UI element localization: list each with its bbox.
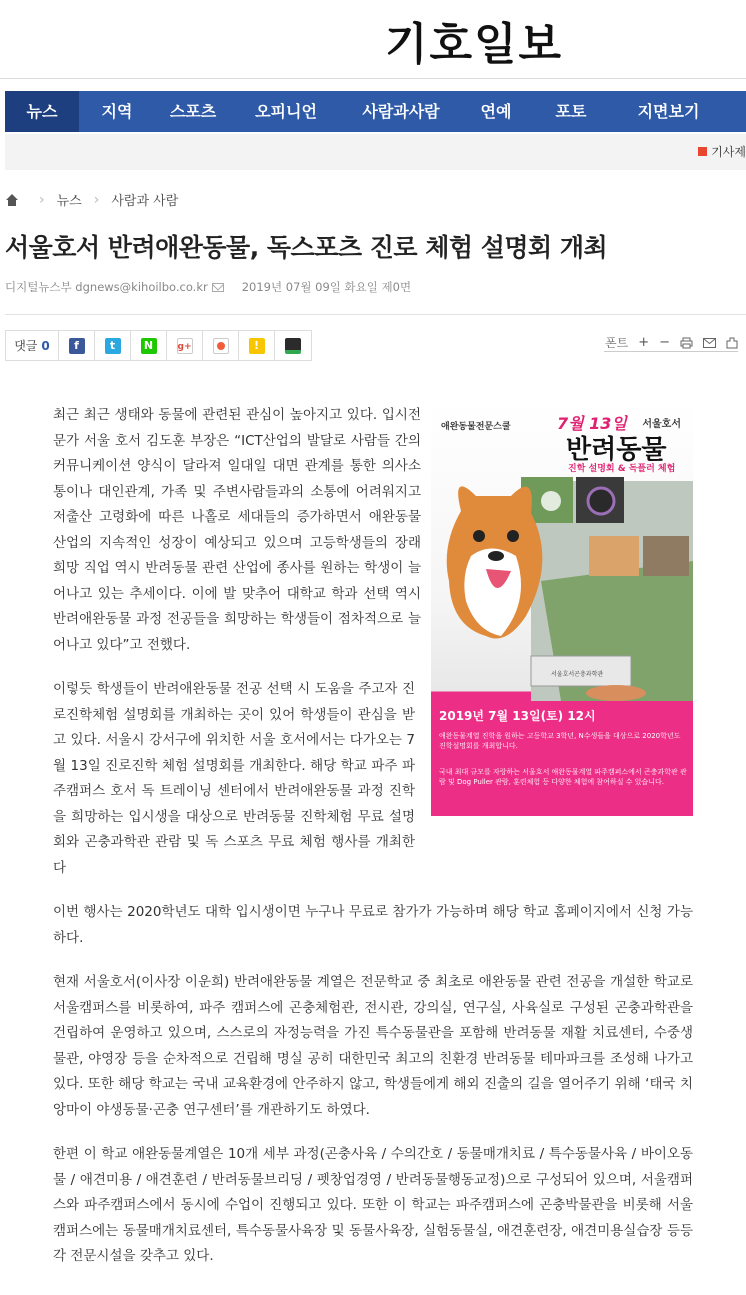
article-headline: 서울호서 반려애완동물, 독스포츠 진로 체험 설명회 개최 — [5, 233, 608, 262]
poster-title: 반려동물 — [566, 435, 667, 465]
twitter-icon: t — [105, 338, 121, 354]
article-date: 2019년 07월 09일 화요일 제0면 — [241, 280, 412, 294]
poster-building-label: 서울호서곤충과학관 — [551, 671, 604, 678]
article-author: 디지털뉴스부 dgnews@kihoilbo.co.kr — [5, 280, 208, 294]
font-increase-button[interactable]: + — [638, 335, 650, 350]
naver-icon: N — [141, 338, 157, 354]
share-bar — [5, 330, 312, 361]
nav-item-paper-view[interactable]: 지면보기 — [637, 102, 700, 121]
facebook-icon: f — [69, 338, 85, 354]
ticker-text: 기사제 — [711, 145, 746, 159]
share-facebook[interactable] — [59, 331, 95, 360]
article-tools — [605, 334, 738, 351]
article-paragraph: 이렇듯 학생들이 반려애완동물 전공 선택 시 도움을 주고자 진로진학체험 설명회를 개최하는 곳이 있어 학생들이 관심을 받고 있다. 서울시 강서구에 위치한 서울 호서에서는 다가오는 7월 13일 진로진학 체험 설명회를 개최한다. 해당 학교 파주 파주캠퍼스 호서 독 트레이닝 센터에서 반려애완동물 과정 진학을 희망하는 입시생을 대상으로 반려동물 진학체험 무료 설명회와 곤충과학관 관람 및 독 스포츠 무료 체험 행사를 개최한다 — [53, 681, 415, 876]
other-share-icon — [285, 338, 301, 354]
byline-divider — [5, 314, 746, 315]
poster-event-date: 2019년 7월 13일(토) 12시 — [439, 709, 596, 723]
article-byline — [5, 279, 411, 295]
poster-description: 애완동물계열 진학을 원하는 고등학교 3학년, N수생들을 대상으로 2020학년도 진학설명회를 개최합니다. — [439, 732, 681, 750]
site-logo[interactable]: 기호일보 — [385, 19, 564, 70]
nav-item-news[interactable]: 뉴스 — [5, 91, 79, 132]
mail-icon[interactable] — [212, 283, 224, 292]
poster-date: 7월 13일 — [557, 414, 627, 433]
article-body — [53, 403, 693, 1289]
comment-count: 0 — [41, 338, 50, 353]
share-band[interactable] — [203, 331, 239, 360]
tools-underline — [604, 351, 738, 352]
nav-item-people[interactable]: 사람과사람 — [362, 102, 440, 121]
share-naver[interactable] — [131, 331, 167, 360]
article-paragraph: 현재 서울호서(이사장 이운희) 반려애완동물 계열은 전문학교 중 최초로 애완동물 관련 전공을 개설한 학교로 서울캠퍼스를 비롯하여, 파주 캠퍼스에 곤충체험관, 전시관, 강의실, 연구실, 사육실로 구성된 곤충과학관을 건립하여 운영하고 있으며, 스스로의 자정능력을 가진 특수동물관을 포함해 반려동물 재활 치료센터, 수중생물관, 야영장 등을 순차적으로 건립해 명실 공히 대한민국 최고의 친환경 반려동물 테마파크를 조성해 나가고 있다. 또한 해당 학교는 국내 교육환경에 안주하지 않고, 학생들에게 해외 진출의 길을 열어주기 위해 ‘태국 치앙마이 야생동물·곤충 연구센터’를 개관하기도 하였다. — [53, 974, 693, 1118]
band-icon — [213, 338, 229, 354]
main-nav — [5, 91, 746, 132]
nav-item-region[interactable]: 지역 — [101, 102, 133, 121]
home-icon[interactable] — [5, 193, 19, 207]
news-ticker — [5, 134, 746, 170]
chevron-right-icon: › — [93, 191, 100, 208]
article-paragraph: 한편 이 학교 애완동물계열은 10개 세부 과정(곤충사육 / 수의간호 / 동물매개치료 / 특수동물사육 / 바이오동물 / 애견미용 / 애견훈련 / 반려동물브리딩 / 펫창업경영 / 반려동물행동교정)으로 구성되어 있으며, 서울캠퍼스와 파주캠퍼스에서 동시에 수업이 진행되고 있다. 또한 이 학교는 파주캠퍼스에 곤충박물관을 비롯해 서울캠퍼스에는 동물매개치료센터, 특수동물사육장 및 동물사육장, 실험동물실, 애견훈련장, 애견미용실습장 등등 각 전문시설을 갖추고 있다. — [53, 1146, 693, 1264]
email-icon[interactable] — [703, 338, 716, 348]
article-paragraph: 최근 최근 생태와 동물에 관련된 관심이 높아지고 있다. 입시전문가 서울 호서 김도훈 부장은 “ICT산업의 발달로 사람들 간의 커뮤니케이션 양식이 달라져 일대일 대면 관계를 통한 의사소통이나 대인관계, 가족 및 주변사람들과의 소통에 어려워지고 저출산 고령화에 따른 나홀로 세대들의 증가하면서 애완동물 산업의 지속적인 성장이 예상되고 있으며 고등학생들의 장래 희망 직업 역시 반려동물 관련 산업에 종사를 원하는 학생이 늘어나고 있는 추세이다. 이에 발 맞추어 대학교 학과 선택 역시 반려애완동물 과정 전공들을 희망하는 학생들이 점차적으로 늘어나고 있다”고 전했다. — [53, 407, 421, 653]
comment-label: 댓글 — [14, 339, 38, 353]
ticker-bullet-icon — [698, 147, 707, 156]
breadcrumb-people[interactable]: 사람과 사람 — [111, 194, 179, 209]
poster-description-2: 국내 최대 규모를 자랑하는 서울호서 애완동물계열 파주캠퍼스에서 곤충과학관 관람 및 Dog Puller 관람, 훈련체험 등 다양한 체험에 참여하실 수 있습니다. — [439, 768, 687, 786]
share-kakaostory[interactable] — [239, 331, 275, 360]
share-googleplus[interactable] — [167, 331, 203, 360]
article-paragraph: 이번 행사는 2020학년도 대학 입시생이면 누구나 무료로 참가가 가능하며 해당 학교 홈페이지에서 신청 가능하다. — [53, 904, 693, 946]
poster-place: 서울호서 — [642, 419, 681, 430]
comment-button[interactable] — [6, 331, 59, 360]
nav-item-opinion[interactable]: 오피니언 — [255, 102, 317, 121]
nav-item-entertainment[interactable]: 연예 — [480, 102, 512, 121]
font-decrease-button[interactable]: − — [659, 335, 670, 350]
print-icon[interactable] — [680, 337, 693, 349]
nav-item-sports[interactable]: 스포츠 — [169, 102, 217, 121]
googleplus-icon: g+ — [177, 338, 193, 354]
breadcrumb — [5, 190, 178, 209]
share-other[interactable] — [275, 331, 311, 360]
share-page-icon[interactable] — [726, 337, 738, 349]
share-twitter[interactable] — [95, 331, 131, 360]
nav-item-photo[interactable]: 포토 — [555, 102, 587, 121]
chevron-right-icon: › — [39, 191, 45, 208]
poster-subtitle: 진학 설명회 & 독플러 체험 — [568, 464, 676, 474]
breadcrumb-news[interactable]: 뉴스 — [56, 194, 82, 209]
poster-org: 애완동물전문스쿨 — [441, 422, 511, 432]
font-label: 폰트 — [605, 336, 629, 350]
ticker-item[interactable] — [698, 143, 746, 160]
kakaostory-icon: ! — [249, 338, 265, 354]
header-divider — [0, 78, 746, 79]
